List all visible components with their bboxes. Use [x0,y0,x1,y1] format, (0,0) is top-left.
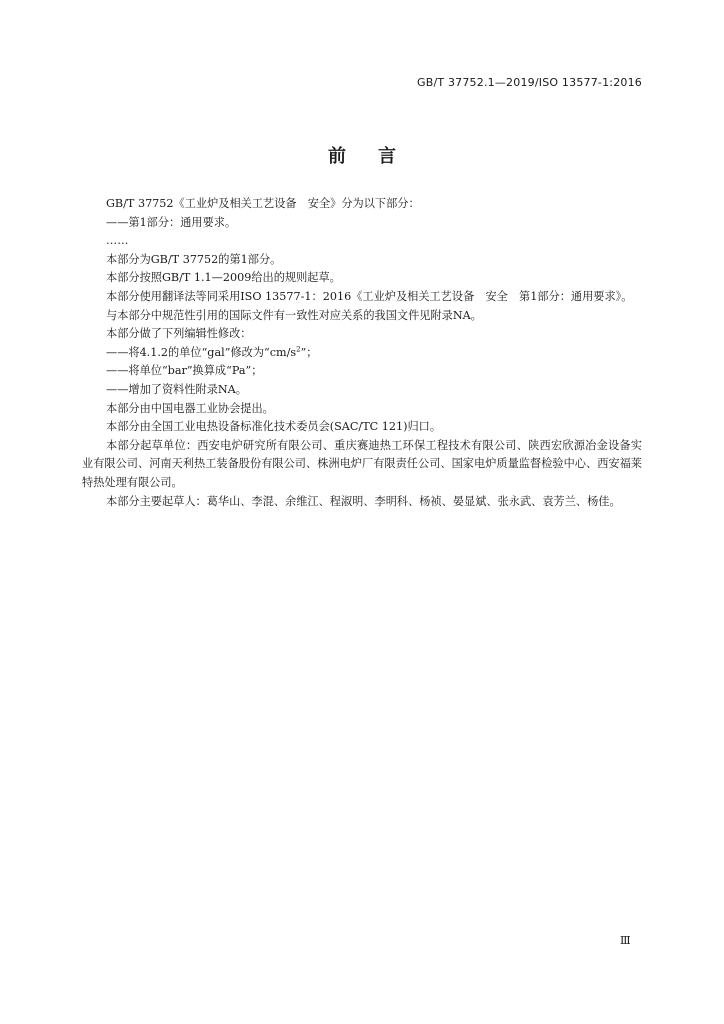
list-item-part1: ——第1部分：通用要求。 [106,215,237,229]
page-title: 前言 [328,146,428,167]
paragraph-parts-intro: GB/T 37752《工业炉及相关工艺设备 安全》分为以下部分： [106,197,420,210]
superscript-exponent: 2 [296,345,301,354]
list-item-edit-bar: ——将单位“bar”换算成“Pa”； [106,364,263,378]
paragraph-part-statement: 本部分为GB/T 37752的第1部分。 [106,252,282,266]
list-item-edit-annex: ——增加了资料性附录NA。 [106,382,247,396]
paragraph-adoption: 本部分使用翻译法等同采用ISO 13577-1：2016《工业炉及相关工艺设备 安全 第1部分：通用要求》。 [106,289,633,303]
paragraph-edits-intro: 本部分做了下列编辑性修改： [106,327,252,341]
paragraph-drafting-units: 本部分起草单位：西安电炉研究所有限公司、重庆赛迪热工环保工程技术有限公司、陕西宏欣源冶金设备实业有限公司、河南天利热工装备股份有限公司、株洲电炉厂有限责任公司、国家电炉质量监督检验中心、西安福莱特热处理有限公司。 [82,438,642,489]
paragraph-drafters: 本部分主要起草人：葛华山、李混、余维江、程淑明、李明科、杨祯、晏显斌、张永武、袁芳兰、杨佳。 [106,494,621,508]
document-body [82,195,642,511]
edit-unit-text: ——将4.1.2的单位“gal”修改为“cm/s [106,345,297,359]
list-item-edit-unit [82,344,642,363]
standard-code-header: GB/T 37752.1—2019/ISO 13577-1:2016 [416,76,642,89]
paragraph-committee: 本部分由全国工业电热设备标准化技术委员会(SAC/TC 121)归口。 [106,420,442,434]
edit-unit-suffix: ”； [300,345,318,359]
page-number: Ⅲ [620,934,631,947]
paragraph-drafting-rules: 本部分按照GB/T 1.1—2009给出的规则起草。 [106,271,341,285]
paragraph-annex-ref: 与本部分中规范性引用的国际文件有一致性对应关系的我国文件见附录NA。 [106,308,482,322]
ellipsis: …… [106,234,129,248]
paragraph-proposer: 本部分由中国电器工业协会提出。 [106,401,274,415]
